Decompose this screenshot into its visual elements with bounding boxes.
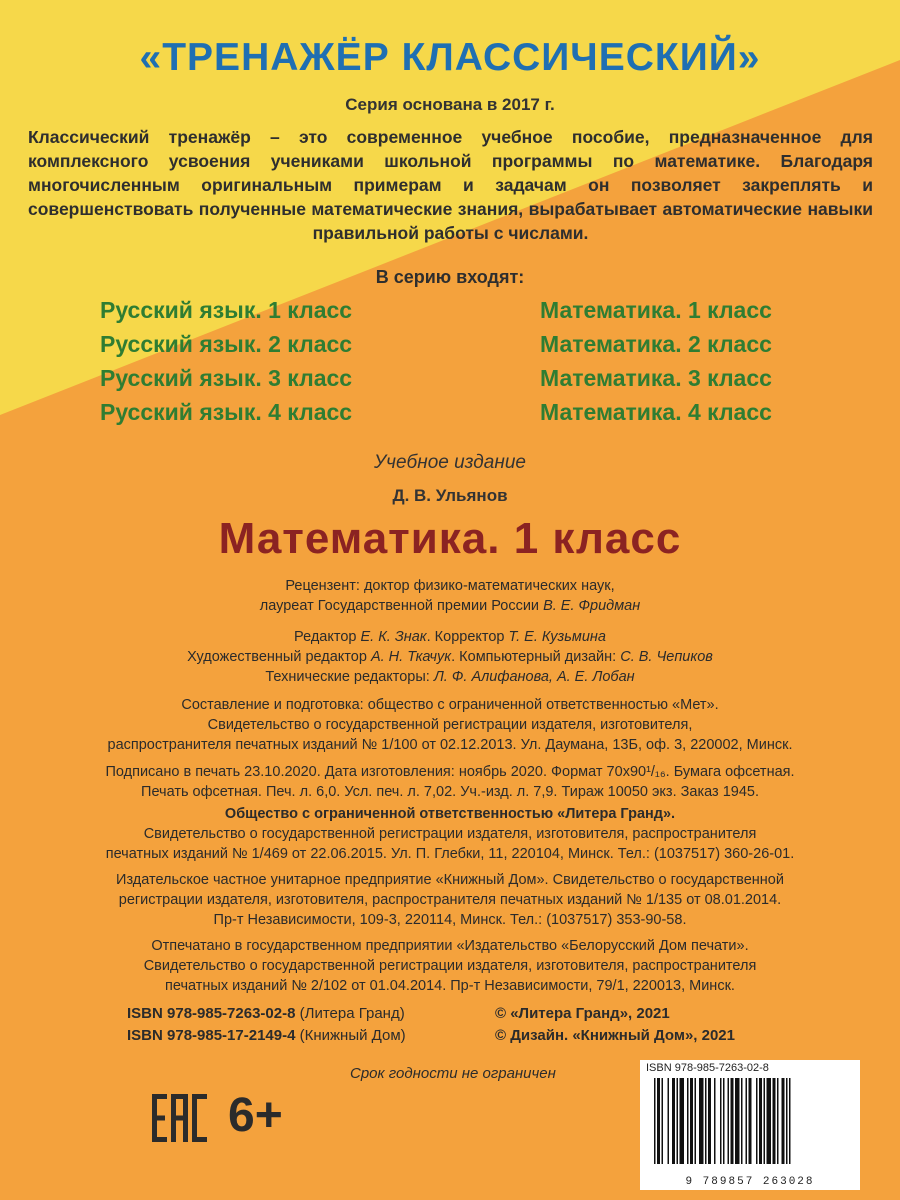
art-editor-name: А. Н. Ткачук: [370, 649, 452, 665]
printer-line: Отпечатано в государственном предприятии «Издательство «Белорусский Дом печати».: [151, 938, 749, 954]
barcode-bar: [759, 1078, 762, 1164]
publisher-line: Свидетельство о государственной регистрации издателя, изготовителя, распространителя: [143, 826, 757, 842]
barcode-bar: [654, 1078, 656, 1164]
reviewer-block: [0, 576, 900, 616]
copyright-list: [495, 1003, 735, 1047]
print-info-line: Печать офсетная. Печ. л. 6,0. Усл. печ. л. 7,02. Уч.-изд. л. 7,9. Тираж 10050 экз. Заказ 1945.: [141, 784, 759, 800]
book-title: Математика. 3 класс: [540, 365, 772, 391]
isbn-line: [127, 1003, 406, 1025]
barcode: [640, 1060, 860, 1190]
eac-mark-icon: [150, 1090, 210, 1146]
staff-line: [0, 647, 900, 667]
publisher-knizhny-block: [0, 870, 900, 930]
barcode-bar: [687, 1078, 689, 1164]
tech-editors-label: Технические редакторы:: [265, 669, 434, 685]
reviewer-name: В. Е. Фридман: [543, 598, 641, 614]
isbn-publisher: (Литера Гранд): [295, 1005, 405, 1022]
corrector-name: Т. Е. Кузьмина: [508, 629, 606, 645]
barcode-bar: [786, 1078, 788, 1164]
compilation-block: [0, 695, 900, 755]
copyright-line: © «Литера Гранд», 2021: [495, 1005, 670, 1022]
barcode-bar: [789, 1078, 791, 1164]
tech-editors-names: Л. Ф. Алифанова, А. Е. Лобан: [433, 669, 635, 685]
isbn-code: ISBN 978-985-7263-02-8: [127, 1005, 296, 1022]
edition-type: Учебное издание: [374, 452, 526, 473]
barcode-bar: [741, 1078, 743, 1164]
barcode-bar: [672, 1078, 675, 1164]
book-title: Русский язык. 2 класс: [100, 331, 353, 357]
print-info-block: [0, 762, 900, 802]
barcode-bar: [723, 1078, 725, 1164]
barcode-bar: [705, 1078, 707, 1164]
isbn-line: [127, 1025, 406, 1047]
barcode-bar: [764, 1078, 766, 1164]
barcode-bar: [720, 1078, 722, 1164]
barcode-bar: [695, 1078, 697, 1164]
barcode-digits: 9 789857 263028: [685, 1176, 815, 1188]
art-editor-label: Художественный редактор: [187, 649, 371, 665]
series-title: «ТРЕНАЖЁР КЛАССИЧЕСКИЙ»: [139, 36, 761, 79]
publisher-line: Издательское частное унитарное предприятие «Книжный Дом». Свидетельство о государственной: [116, 872, 784, 888]
barcode-bar: [746, 1078, 748, 1164]
barcode-bar: [767, 1078, 772, 1164]
compilation-line: Свидетельство о государственной регистрации издателя, изготовителя,: [207, 717, 693, 733]
series-founded: Серия основана в 2017 г.: [345, 95, 555, 114]
designer-name: С. В. Чепиков: [620, 649, 713, 665]
publisher-line: регистрации издателя, изготовителя, распространителя печатных изданий № 1/135 от 08.01.2014.: [118, 892, 782, 908]
barcode-bar: [699, 1078, 704, 1164]
reviewer-line: [0, 596, 900, 616]
barcode-bar: [728, 1078, 730, 1164]
barcode-bar: [782, 1078, 785, 1164]
book-title: Математика. 2 класс: [540, 331, 772, 357]
designer-label: . Компьютерный дизайн:: [451, 649, 621, 665]
age-rating: 6+: [228, 1089, 283, 1142]
book-title: Русский язык. 3 класс: [100, 365, 353, 391]
editor-label: Редактор: [294, 629, 361, 645]
russian-books-list: [100, 293, 352, 429]
book-title: Математика. 4 класс: [540, 399, 772, 425]
barcode-bar: [677, 1078, 679, 1164]
reviewer-text: лауреат Государственной премии России: [259, 598, 544, 614]
barcode-bar: [773, 1078, 776, 1164]
publisher-name: Общество с ограниченной ответственностью «Литера Гранд».: [224, 806, 676, 822]
compilation-line: Составление и подготовка: общество с ограниченной ответственностью «Мет».: [181, 697, 719, 713]
barcode-bar: [756, 1078, 758, 1164]
math-books-list: [540, 293, 772, 429]
book-title: Математика. 1 класс: [540, 297, 772, 323]
barcode-bar: [731, 1078, 734, 1164]
barcode-bar: [708, 1078, 711, 1164]
barcode-bars: [648, 1078, 852, 1170]
barcode-bar: [714, 1078, 716, 1164]
barcode-isbn: ISBN 978-985-7263-02-8: [646, 1062, 769, 1074]
book-title: Русский язык. 4 класс: [100, 399, 353, 425]
book-title: Русский язык. 1 класс: [100, 297, 353, 323]
barcode-bar: [749, 1078, 752, 1164]
book-title-main: Математика. 1 класс: [218, 514, 682, 563]
barcode-bar: [668, 1078, 670, 1164]
printer-block: [0, 936, 900, 996]
barcode-bar: [662, 1078, 664, 1164]
barcode-bar: [777, 1078, 779, 1164]
barcode-bar: [657, 1078, 660, 1164]
staff-line: [0, 667, 900, 687]
barcode-bar: [680, 1078, 685, 1164]
publisher-litera-block: [0, 804, 900, 864]
isbn-publisher: (Книжный Дом): [295, 1027, 406, 1044]
staff-line: [0, 627, 900, 647]
series-includes-heading: В серию входят:: [375, 267, 525, 287]
isbn-list: [127, 1003, 406, 1047]
copyright-line: © Дизайн. «Книжный Дом», 2021: [495, 1027, 735, 1044]
isbn-code: ISBN 978-985-17-2149-4: [127, 1027, 296, 1044]
printer-line: печатных изданий № 2/102 от 01.04.2014. Пр-т Независимости, 79/1, 220013, Минск.: [165, 978, 735, 994]
barcode-bar: [690, 1078, 693, 1164]
publisher-line: Пр-т Независимости, 109-3, 220114, Минск. Тел.: (1037517) 353-90-58.: [213, 912, 687, 928]
editor-name: Е. К. Знак: [360, 629, 427, 645]
staff-block: [0, 627, 900, 687]
reviewer-line: Рецензент: доктор физико-математических наук,: [285, 578, 615, 594]
printer-line: Свидетельство о государственной регистрации издателя, изготовителя, распространителя: [143, 958, 757, 974]
compilation-line: распространителя печатных изданий № 1/100 от 02.12.2013. Ул. Даумана, 13Б, оф. 3, 220002, Минск.: [107, 737, 793, 753]
corrector-label: . Корректор: [426, 629, 509, 645]
eac-mark-text: EAC: [150, 1090, 153, 1091]
series-description: Классический тренажёр – это современное учебное пособие, предназначенное для комплексного усвоения учениками школьной программы по математике. Благодаря многочисленным оригинальным примерам и задачам он позволяет закреплять и совершенствовать полученные математические знания, вырабатывает автоматические навыки правильной работы с числами.: [28, 127, 873, 243]
print-info-line: Подписано в печать 23.10.2020. Дата изготовления: ноябрь 2020. Формат 70х90¹/₁₆. Бумага офсетная.: [105, 764, 795, 780]
author: Д. В. Ульянов: [392, 486, 508, 505]
shelf-life-note: Срок годности не ограничен: [350, 1065, 556, 1082]
publisher-line: печатных изданий № 1/469 от 22.06.2015. Ул. П. Глебки, 11, 220104, Минск. Тел.: (1037517) 360-26-01.: [105, 846, 795, 862]
barcode-bar: [735, 1078, 740, 1164]
